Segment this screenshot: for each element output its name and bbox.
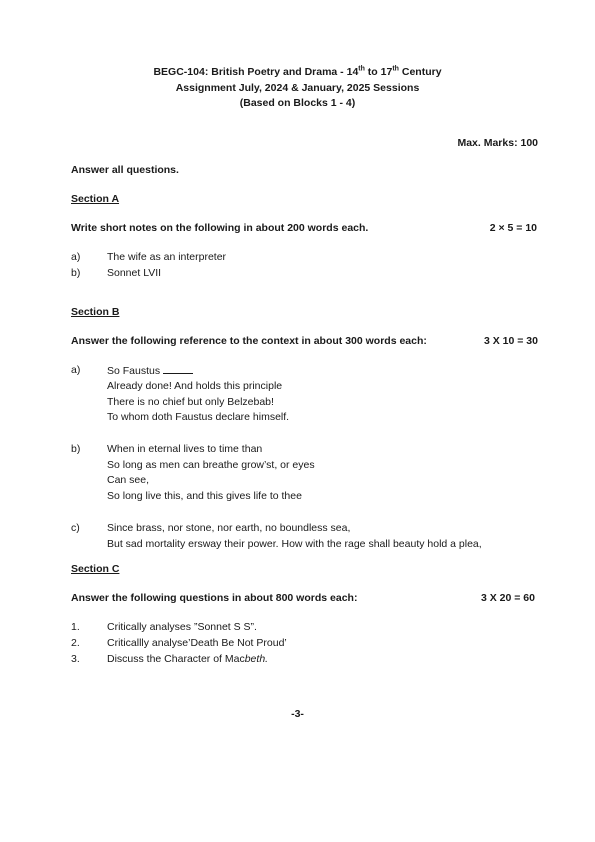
quote-line: Can see, [107, 474, 150, 486]
section-b-marks: 3 X 10 = 30 [483, 335, 538, 347]
section-a-item-text: Sonnet LVII [107, 267, 162, 279]
quote-line: Since brass, nor stone, nor earth, no boundless sea, [107, 522, 351, 534]
section-c-item-label: 1. [71, 621, 80, 633]
quote-line: But sad mortality ersway their power. How with the rage shall beauty hold a plea, [107, 538, 482, 550]
blocks-note: (Based on Blocks 1 - 4) [239, 97, 356, 109]
general-instruction: Answer all questions. [71, 164, 179, 176]
section-c-item-text: Criticallly analyse’Death Be Not Proud’ [107, 637, 287, 649]
section-c-marks: 3 X 20 = 60 [480, 592, 535, 604]
quote-line: So long as men can breathe grow’st, or eyes [107, 459, 315, 471]
quote-line: When in eternal lives to time than [107, 443, 263, 455]
section-a-item-label: b) [71, 267, 81, 279]
section-b-heading: Section B [71, 306, 120, 318]
section-b-item-label: c) [71, 522, 80, 534]
document-title: BEGC-104: British Poetry and Drama - 14th to 17th Century [153, 65, 442, 78]
section-a-heading: Section A [71, 193, 120, 205]
page-number: -3- [291, 708, 304, 720]
assignment-sessions: Assignment July, 2024 & January, 2025 Sessions [175, 82, 420, 94]
section-a-marks: 2 × 5 = 10 [489, 222, 537, 234]
section-c-item-label: 2. [71, 637, 80, 649]
section-a-item-label: a) [71, 251, 81, 263]
section-c-instruction: Answer the following questions in about 800 words each: [71, 592, 358, 604]
section-a-instruction: Write short notes on the following in about 200 words each. [71, 222, 369, 234]
section-c-heading: Section C [71, 563, 120, 575]
blank-line [163, 364, 193, 374]
section-b-item-label: b) [71, 443, 81, 455]
quote-line: To whom doth Faustus declare himself. [107, 411, 290, 423]
quote-line: So long live this, and this gives life to thee [107, 490, 302, 502]
quote-line: There is no chief but only Belzebab! [107, 396, 274, 408]
section-c-item-label: 3. [71, 653, 80, 665]
section-c-item-text: Discuss the Character of Macbeth. [107, 653, 269, 665]
section-c-item-text: Critically analyses ”Sonnet S S”. [107, 621, 257, 633]
quote-line: Already done! And holds this principle [107, 380, 283, 392]
max-marks: Max. Marks: 100 [457, 137, 538, 149]
quote-line: So Faustus [107, 364, 193, 377]
section-b-item-label: a) [71, 364, 81, 376]
section-a-item-text: The wife as an interpreter [107, 251, 227, 263]
section-b-instruction: Answer the following reference to the context in about 300 words each: [71, 335, 427, 347]
